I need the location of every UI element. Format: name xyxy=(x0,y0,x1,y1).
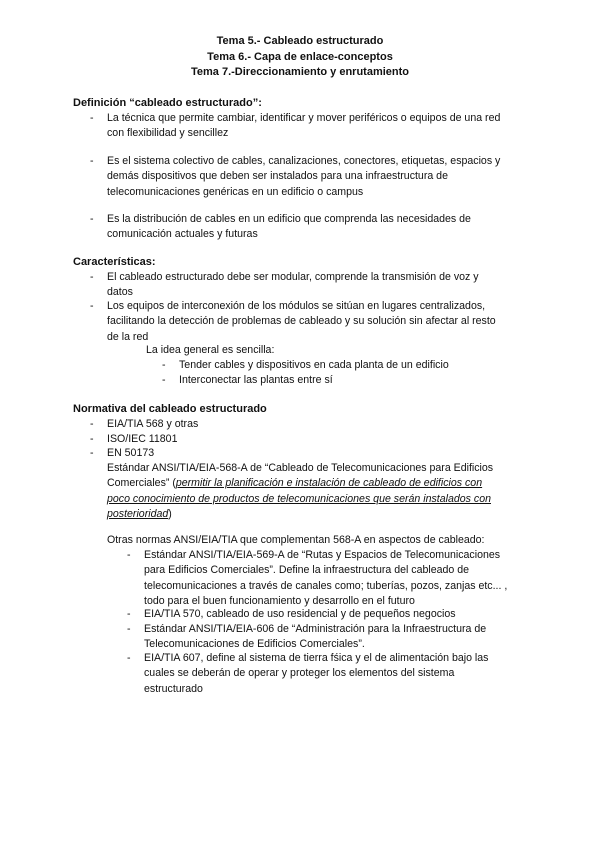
bullet-dash: - xyxy=(90,433,94,445)
text-line: EN 50173 xyxy=(107,447,155,459)
bullet-dash: - xyxy=(162,359,166,371)
bullet-dash: - xyxy=(90,418,94,430)
title-line: Tema 6.- Capa de enlace-conceptos xyxy=(207,50,393,63)
text-line: telecomunicaciones genéricas en un edificio o campus xyxy=(107,185,364,198)
bullet-dash: - xyxy=(90,155,94,167)
title-line: Tema 5.- Cableado estructurado xyxy=(216,35,384,47)
text-line: Tender cables y dispositivos en cada planta de un edificio xyxy=(179,359,449,371)
bullet-dash: - xyxy=(127,623,131,635)
text-line: telecomunicaciones a través de canales como; tuberías, pozos, zanjas etc... , xyxy=(144,579,508,592)
text-line: Estándar ANSI/TIA/EIA-606 de “Administración para la Infraestructura de xyxy=(144,623,487,635)
bullet-dash: - xyxy=(90,112,94,124)
text-line: de la red xyxy=(107,330,149,343)
text-line: datos xyxy=(107,286,133,299)
title-block xyxy=(0,34,600,81)
text-line: facilitando la detección de problemas de cableado y su solución sin afectar al resto xyxy=(107,315,496,328)
others-intro: Otras normas ANSI/EIA/TIA que complementan 568-A en aspectos de cableado: xyxy=(107,534,485,546)
text-line: para Edificios Comerciales”. Define la infraestructura del cableado de xyxy=(144,564,470,577)
emphasis-text: permitir la planificación e instalación de cableado de edificios con xyxy=(175,477,483,490)
text-line: Es el sistema colectivo de cables, canalizaciones, conectores, etiquetas, espacios y xyxy=(107,155,501,167)
text-line: Es la distribución de cables en un edificio que comprenda las necesidades de xyxy=(107,213,471,225)
text-line: Telecomunicaciones de Edificios Comerciales”. xyxy=(144,638,365,651)
idea-text: La idea general es sencilla: xyxy=(146,344,275,356)
bullet-dash: - xyxy=(127,549,131,561)
bullet-dash: - xyxy=(90,447,94,459)
normativa-heading: Normativa del cableado estructurado xyxy=(73,403,267,415)
text-line: con flexibilidad y sencillez xyxy=(107,127,229,140)
text-fragment: Comerciales” ( xyxy=(107,477,176,490)
definition-heading: Definición “cableado estructurado”: xyxy=(73,97,262,109)
bullet-dash: - xyxy=(127,608,131,620)
title-line: Tema 7.-Direccionamiento y enrutamiento xyxy=(190,66,410,78)
text-line: cuales se deberán de operar y proteger los elementos del sistema xyxy=(144,667,455,680)
text-line: La técnica que permite cambiar, identificar y mover periféricos o equipos de una red xyxy=(107,112,501,124)
bullet-dash: - xyxy=(90,213,94,225)
emphasis-text: poco conocimiento de productos de telecomunicaciones que serán instalados con xyxy=(107,492,491,505)
text-line: El cableado estructurado debe ser modular, comprende la transmisión de voz y xyxy=(107,271,479,283)
text-line: todo para el buen funcionamiento y desarrollo en el futuro xyxy=(144,595,415,608)
text-line: EIA/TIA 570, cableado de uso residencial y de pequeños negocios xyxy=(144,608,456,620)
text-line: EIA/TIA 568 y otras xyxy=(107,418,199,430)
standard-paragraph xyxy=(107,461,527,523)
text-line: ISO/IEC 11801 xyxy=(107,433,178,445)
text-fragment: ) xyxy=(168,508,172,521)
bullet-dash: - xyxy=(90,271,94,283)
text-line: estructurado xyxy=(144,682,203,695)
bullet-dash: - xyxy=(162,374,166,386)
text-line: Interconectar las plantas entre sí xyxy=(179,374,333,386)
text-line: Los equipos de interconexión de los módulos se sitúan en lugares centralizados, xyxy=(107,300,486,312)
text-line: EIA/TIA 607, define al sistema de tierra fśica y el de alimentación bajo las xyxy=(144,652,489,664)
bullet-dash: - xyxy=(127,652,131,664)
text-line: Estándar ANSI/TIA/EIA-569-A de “Rutas y Espacios de Telecomunicaciones xyxy=(144,549,501,561)
characteristics-heading: Características: xyxy=(73,256,156,268)
text-line: Estándar ANSI/TIA/EIA-568-A de “Cableado de Telecomunicaciones para Edificios xyxy=(107,462,494,474)
emphasis-text: posterioridad xyxy=(107,508,169,521)
text-line: comunicación actuales y futuras xyxy=(107,228,258,241)
bullet-dash: - xyxy=(90,300,94,312)
text-line: demás dispositivos que deben ser instalados para una infraestructura de xyxy=(107,170,448,183)
